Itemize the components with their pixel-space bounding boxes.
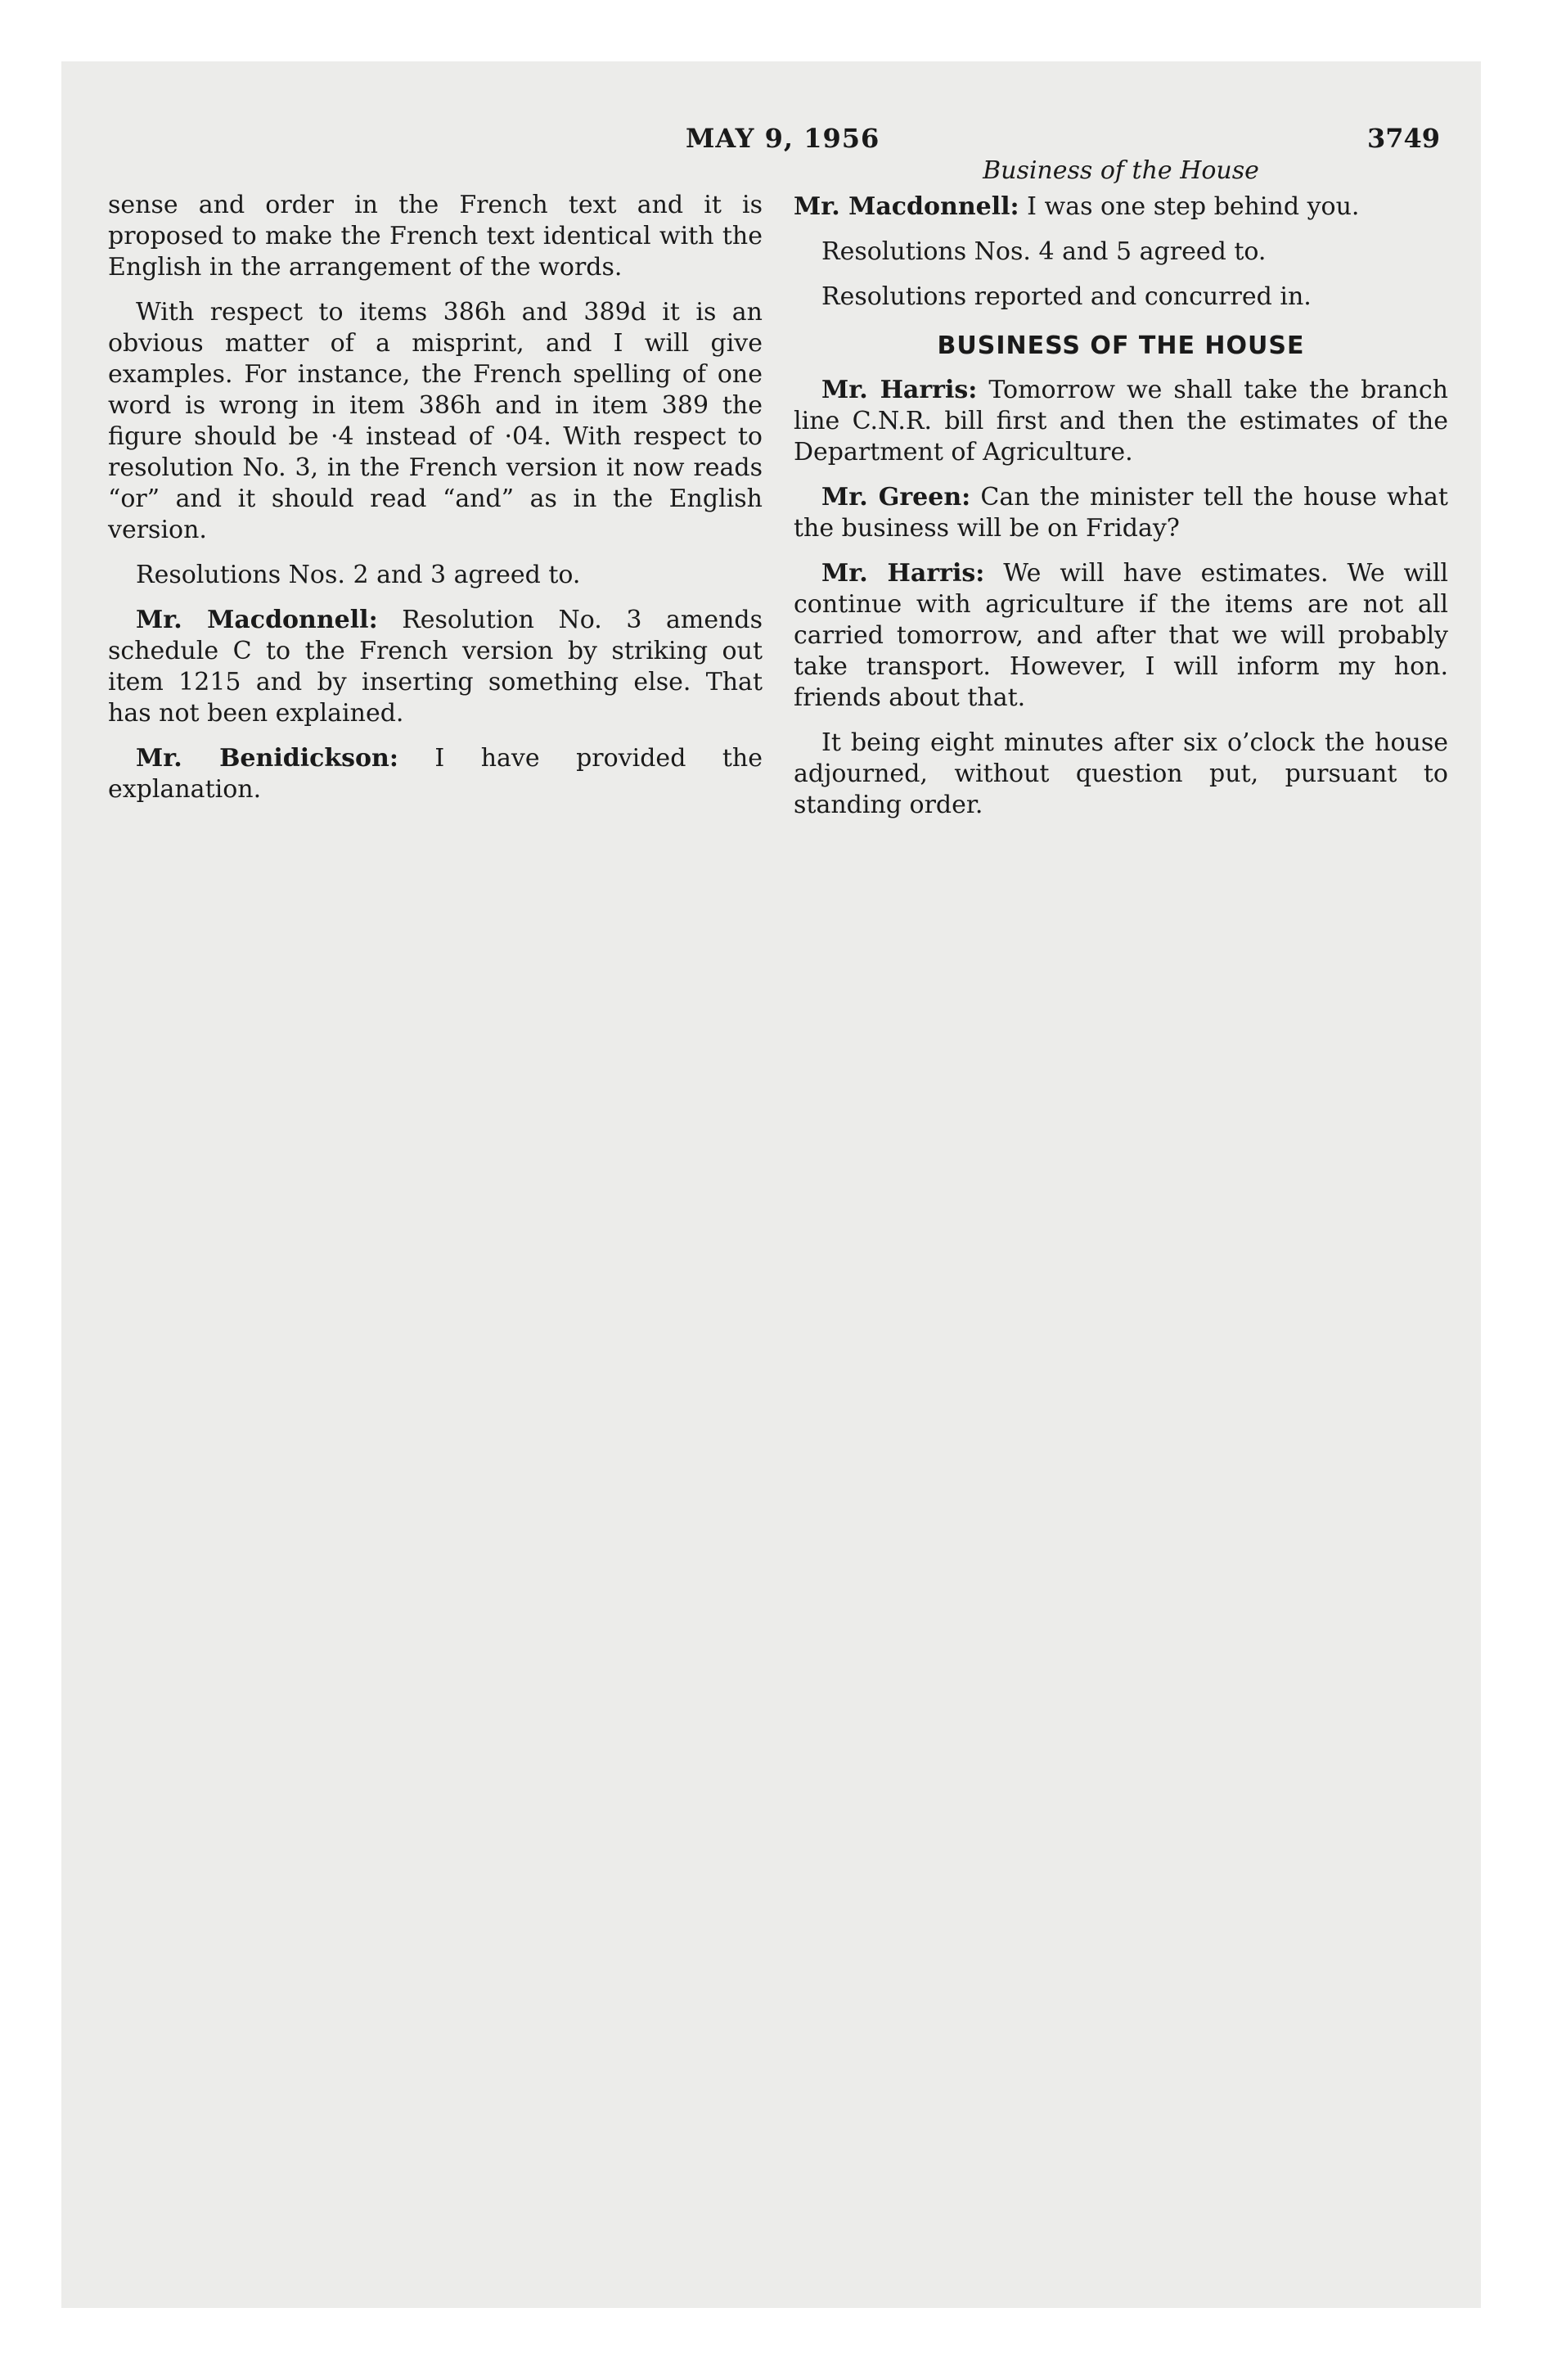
speaker-name: Mr. Benidickson: bbox=[136, 744, 398, 773]
right-column bbox=[794, 156, 1448, 835]
page-number: 3749 bbox=[1366, 123, 1440, 154]
paragraph: sense and order in the French text and it is proposed to make the French text identical with the English in the arrangement of the words. bbox=[108, 191, 763, 282]
speech-paragraph bbox=[794, 192, 1448, 223]
header-date: MAY 9, 1956 bbox=[686, 123, 880, 154]
section-heading: BUSINESS OF THE HOUSE bbox=[937, 331, 1305, 360]
speech-text: I have provided the explanation. bbox=[108, 744, 763, 804]
speech-paragraph bbox=[794, 482, 1448, 544]
speech-text: I was one step behind you. bbox=[1019, 192, 1360, 221]
speaker-name: Mr. Harris: bbox=[821, 559, 985, 588]
paragraph: Resolutions Nos. 4 and 5 agreed to. bbox=[821, 237, 1267, 266]
speech-text: Can the minister tell the house what the business will be on Friday? bbox=[794, 483, 1448, 543]
speech-text: Tomorrow we shall take the branch line C.N.R. bill first and then the estimates of the Department of Agriculture. bbox=[794, 376, 1449, 467]
speaker-name: Mr. Green: bbox=[821, 483, 971, 512]
speech-text: We will have estimates. We will continue with agriculture if the items are not all carried tomorrow, and after that we will probably take transport. However, I will inform my hon. friends about that. bbox=[794, 559, 1449, 712]
speech-text: Resolution No. 3 amends schedule C to the French version by striking out item 1215 and by inserting something else. That has not been explained. bbox=[108, 606, 763, 728]
running-head: Business of the House bbox=[983, 156, 1259, 185]
speech-paragraph bbox=[794, 558, 1448, 714]
paragraph: Resolutions reported and concurred in. bbox=[821, 282, 1312, 311]
speech-paragraph bbox=[108, 605, 763, 729]
paragraph: With respect to items 386h and 389d it is an obvious matter of a misprint, and I will give examples. For instance, the French spelling of one word is wrong in item 386h and in item 389 the figure should be ·4 instead of ·04. With respect to resolution No. 3, in the French version it now reads “or” and it should read “and” as in the English version. bbox=[108, 298, 763, 544]
speech-paragraph bbox=[108, 743, 763, 805]
paragraph: Resolutions Nos. 2 and 3 agreed to. bbox=[136, 561, 581, 589]
speaker-name: Mr. Macdonnell: bbox=[794, 192, 1019, 221]
paragraph: It being eight minutes after six o’clock the house adjourned, without question put, pursuant to standing order. bbox=[794, 728, 1448, 819]
speaker-name: Mr. Harris: bbox=[821, 376, 978, 404]
speech-paragraph bbox=[794, 375, 1448, 468]
speaker-name: Mr. Macdonnell: bbox=[136, 606, 378, 634]
left-column bbox=[108, 190, 763, 819]
